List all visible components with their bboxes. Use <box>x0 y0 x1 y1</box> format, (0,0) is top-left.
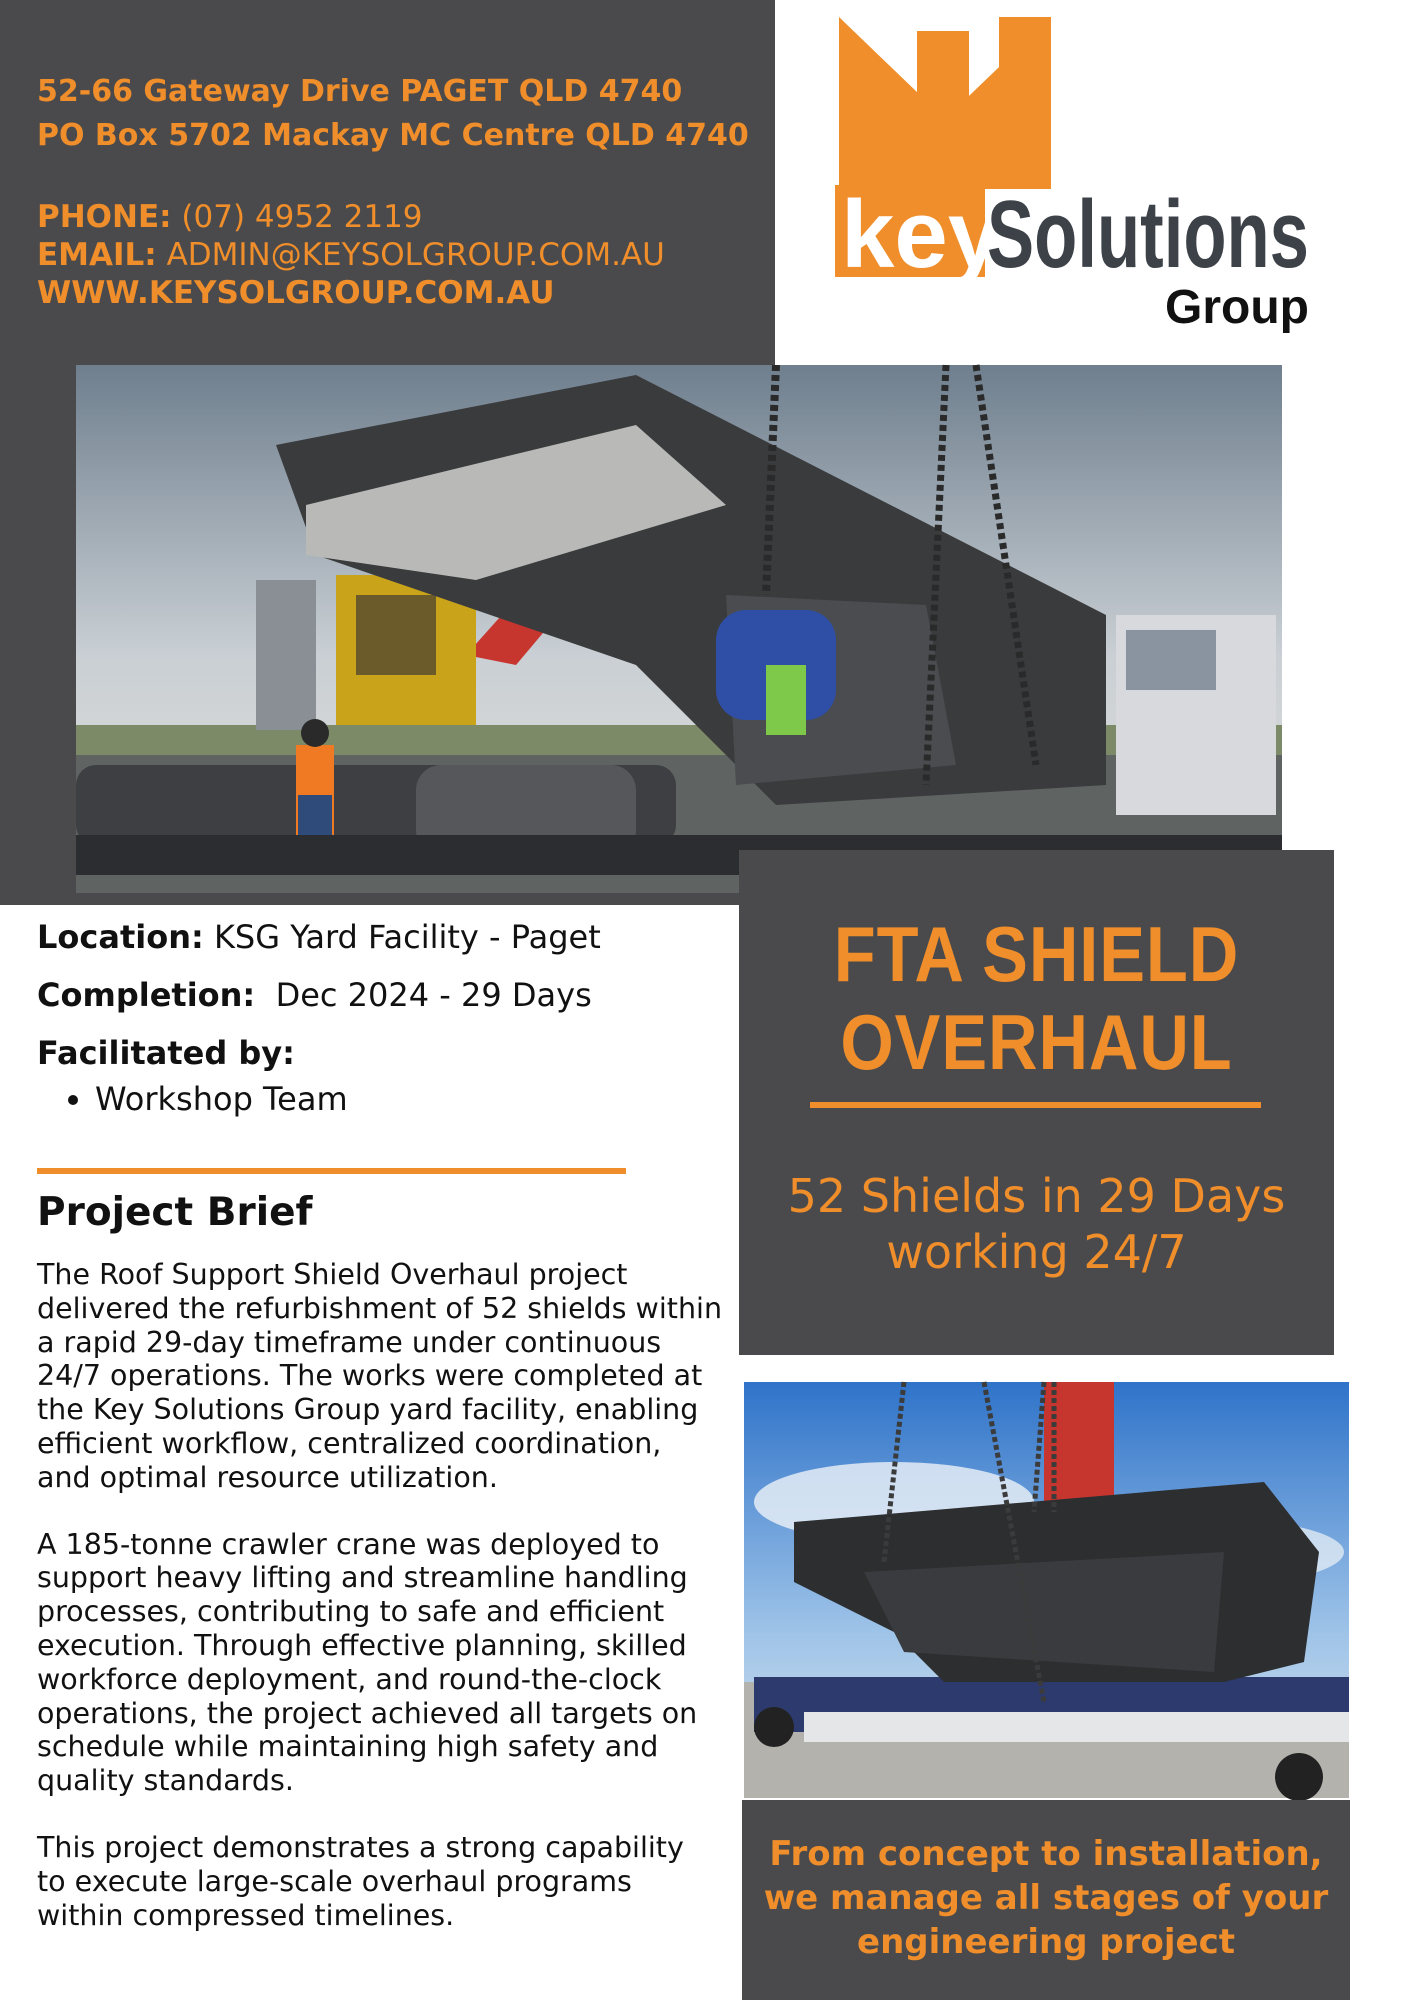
list-item: • Workshop Team <box>95 1078 717 1120</box>
address-line-2: PO Box 5702 Mackay MC Centre QLD 4740 <box>37 118 749 153</box>
brief-paragraph-1: The Roof Support Shield Overhaul project delivered the refurbishment of 52 shields within a rapid 29-day timeframe under continuous 24/7 operations. The works were completed at the Key Solutions Group yard facility, enabling efficient workflow, centralized coordination, and optimal resource utilization. <box>37 1258 723 1494</box>
contact-info <box>37 70 757 312</box>
phone-label: PHONE: <box>37 199 172 235</box>
logo-key-text: key <box>841 181 1002 288</box>
website-link[interactable]: WWW.KEYSOLGROUP.COM.AU <box>37 275 555 311</box>
brief-heading: Project Brief <box>37 1190 313 1235</box>
project-title <box>775 910 1299 1086</box>
email-label: EMAIL: <box>37 237 157 273</box>
facilitated-label: Facilitated by: <box>37 1034 295 1072</box>
tagline-panel <box>742 1800 1350 2000</box>
project-subtitle-line-2: working 24/7 <box>886 1225 1187 1279</box>
company-logo <box>835 15 1315 335</box>
section-divider <box>37 1168 626 1174</box>
facilitators-list <box>37 1078 717 1120</box>
project-title-line-1: FTA SHIELD <box>833 910 1240 998</box>
logo-solutions-text: Solutions <box>987 181 1309 288</box>
title-divider <box>810 1102 1261 1108</box>
phone-value[interactable]: (07) 4952 2119 <box>181 199 423 235</box>
project-title-line-2: OVERHAUL <box>840 998 1233 1086</box>
project-subtitle <box>739 1168 1334 1280</box>
brief-paragraph-3: This project demonstrates a strong capability to execute large-scale overhaul programs within compressed timelines. <box>37 1830 684 1932</box>
email-row <box>37 236 757 274</box>
completion-label: Completion: <box>37 976 256 1014</box>
tagline: From concept to installation, we manage all stages of your engineering project <box>763 1834 1329 1962</box>
shield-transport-photo <box>744 1382 1349 1798</box>
location-label: Location: <box>37 918 204 956</box>
address-line-1: 52-66 Gateway Drive PAGET QLD 4740 <box>37 74 683 109</box>
brief-paragraph-2: A 185-tonne crawler crane was deployed to support heavy lifting and streamline handling processes, contributing to safe and efficient execution. Through effective planning, skilled workforce deployment, and round-the-clock operations, the project achieved all targets on schedule while maintaining high safety and quality standards. <box>37 1527 698 1798</box>
project-title-panel <box>739 850 1334 1355</box>
email-value[interactable]: ADMIN@KEYSOLGROUP.COM.AU <box>166 237 665 273</box>
brief-body <box>37 1258 727 1965</box>
phone-row <box>37 198 757 236</box>
project-details <box>37 918 717 1120</box>
location-row <box>37 918 717 956</box>
project-subtitle-line-1: 52 Shields in 29 Days <box>787 1169 1286 1223</box>
completion-value: Dec 2024 - 29 Days <box>275 976 592 1014</box>
logo-group-text: Group <box>1165 281 1309 334</box>
completion-row <box>37 976 717 1014</box>
facilitated-row <box>37 1034 717 1072</box>
location-value: KSG Yard Facility - Paget <box>213 918 601 956</box>
crane-lift-photo <box>76 365 1282 893</box>
